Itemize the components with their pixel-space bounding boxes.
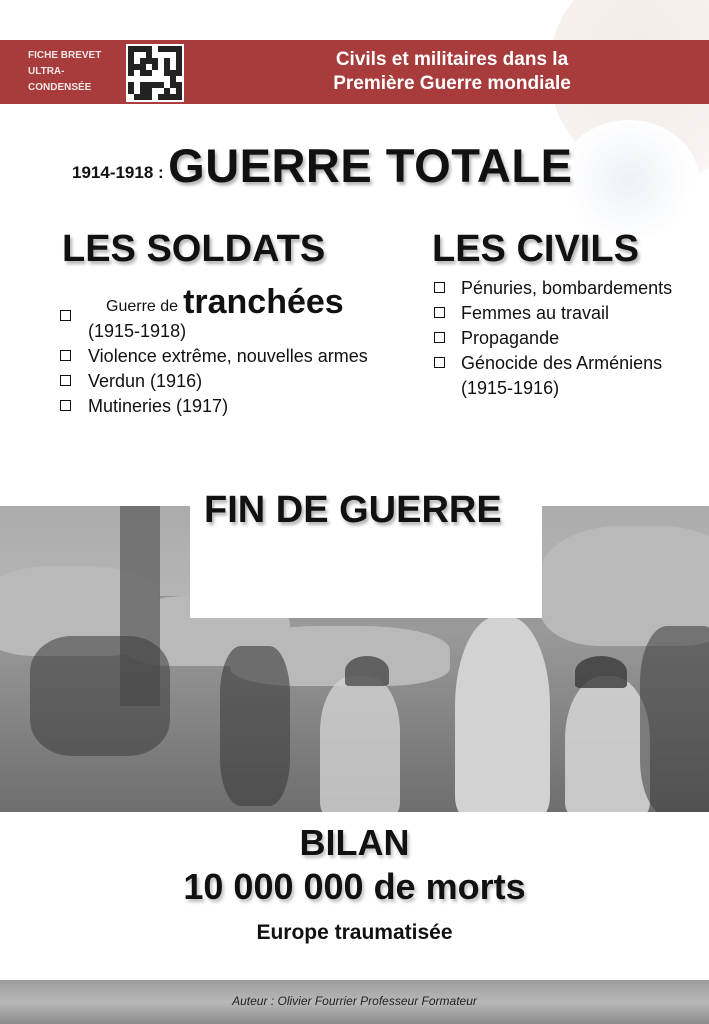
header-band [0, 40, 709, 104]
checkbox-icon [60, 310, 71, 321]
qr-code[interactable] [126, 44, 184, 102]
author-credit: Auteur : Olivier Fourrier Professeur Formateur [232, 994, 477, 1008]
sheet-title-line-1: Civils et militaires dans la [335, 49, 569, 70]
list-item [60, 369, 410, 394]
fiche-line-1: FICHE BREVET [28, 50, 102, 61]
fiche-line-3: CONDENSÉE [28, 82, 92, 93]
item-text: Génocide des Arméniens (1915-1916) [461, 353, 663, 398]
item-emphasis: tranchées [183, 283, 344, 321]
decorative-corner-illustration [509, 0, 709, 240]
civils-list [434, 276, 709, 401]
fiche-badge [28, 48, 124, 96]
soldats-heading: LES SOLDATS [62, 228, 326, 270]
sheet-title-line-2: Première Guerre mondiale [333, 73, 571, 94]
bilan-deaths: 10 000 000 de morts [183, 866, 526, 907]
civils-heading: LES CIVILS [432, 228, 639, 270]
soldats-list [60, 283, 410, 419]
checkbox-icon [434, 282, 445, 293]
item-text: Femmes au travail [461, 303, 610, 323]
bilan-subtitle: Europe traumatisée [256, 921, 453, 944]
item-sub: (1915-1918) [88, 321, 187, 341]
checkbox-icon [60, 375, 71, 386]
list-item [434, 351, 709, 401]
item-text: Violence extrême, nouvelles armes [88, 346, 368, 366]
item-text: Mutineries (1917) [88, 396, 229, 416]
main-title [72, 138, 572, 193]
checkbox-icon [434, 307, 445, 318]
list-item [60, 283, 410, 344]
main-title-text: GUERRE TOTALE [168, 139, 573, 192]
sheet-title [200, 48, 704, 96]
list-item [434, 276, 709, 301]
fiche-line-2: ULTRA- [28, 66, 65, 77]
item-prefix: Guerre de [106, 298, 179, 315]
main-title-years: 1914-1918 : [72, 163, 164, 182]
fin-heading: FIN DE GUERRE [204, 489, 502, 531]
item-text: Verdun (1916) [88, 371, 203, 391]
list-item [60, 394, 410, 419]
bilan-heading: BILAN [299, 822, 410, 863]
list-item [434, 326, 709, 351]
item-text: Pénuries, bombardements [461, 278, 673, 298]
checkbox-icon [434, 357, 445, 368]
footer-photo-strip [0, 980, 709, 1024]
list-item [434, 301, 709, 326]
item-text: Propagande [461, 328, 560, 348]
checkbox-icon [60, 400, 71, 411]
checkbox-icon [60, 350, 71, 361]
checkbox-icon [434, 332, 445, 343]
list-item [60, 344, 410, 369]
